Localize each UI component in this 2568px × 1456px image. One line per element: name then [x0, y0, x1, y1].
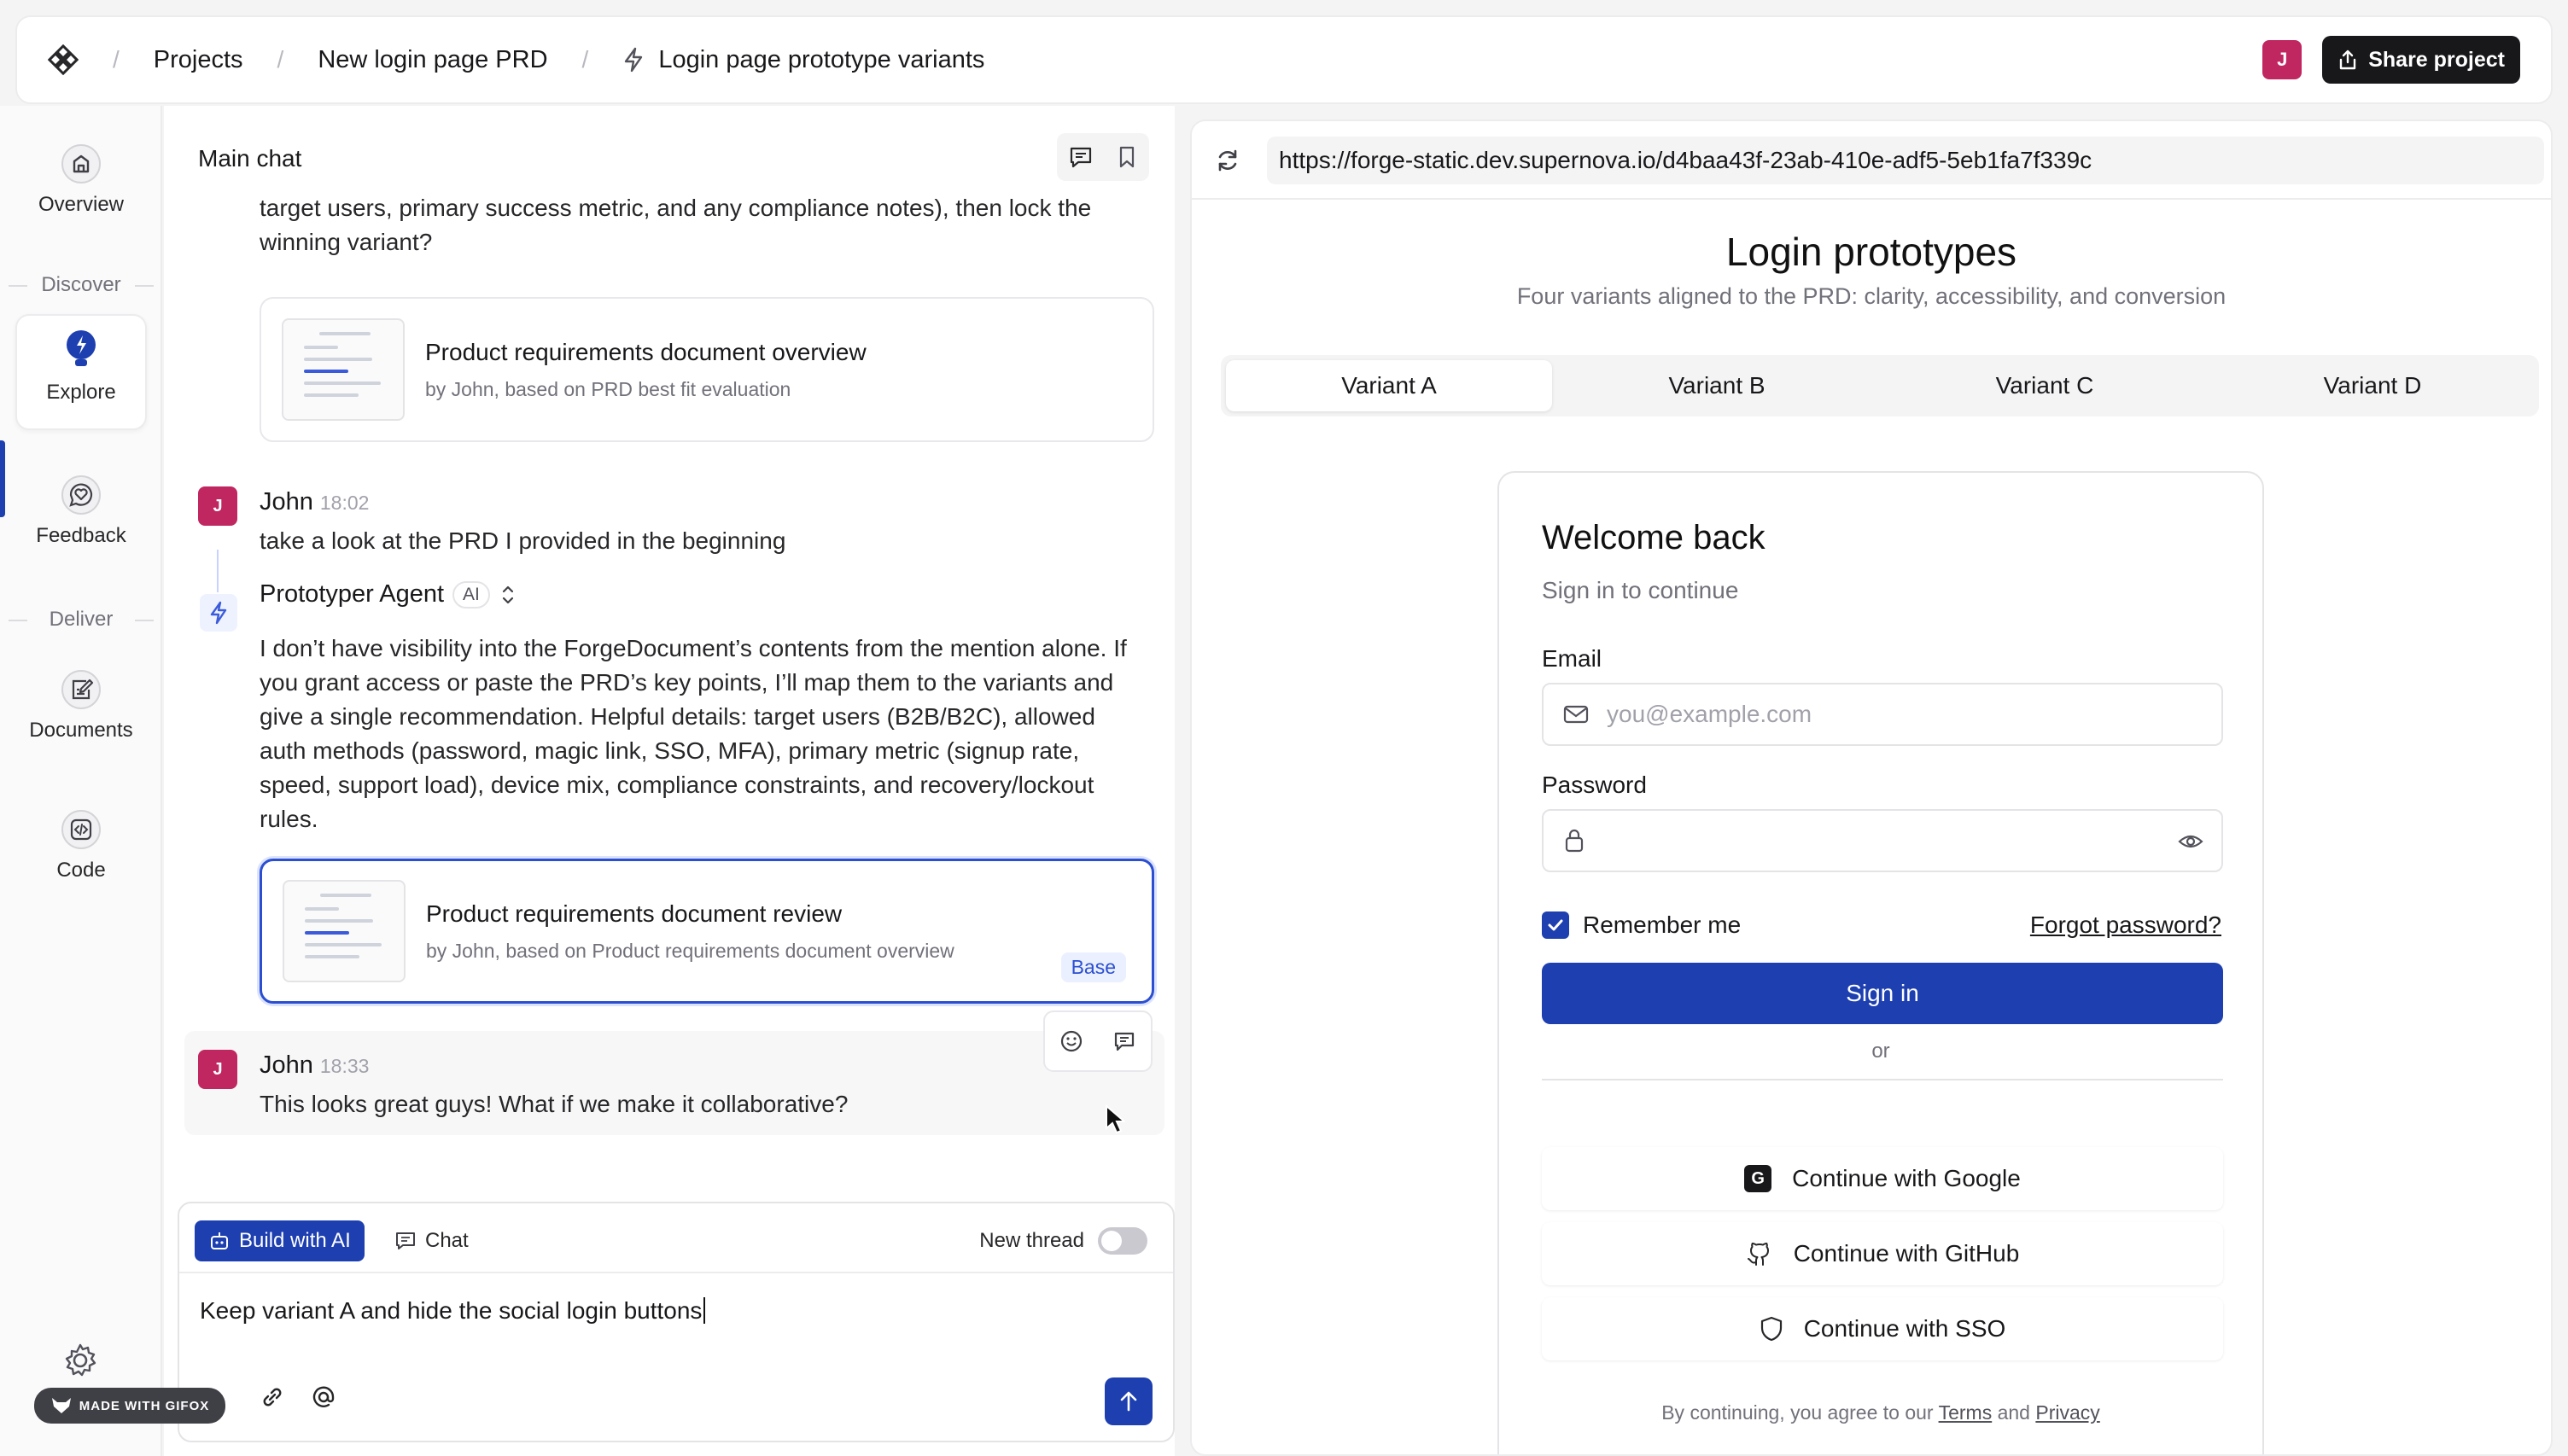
share-project-button[interactable]: [2322, 36, 2520, 84]
document-edit-icon: [61, 669, 102, 710]
agent-bolt-icon: [200, 594, 237, 632]
google-label: Continue with Google: [1792, 1165, 2021, 1191]
login-card: [1497, 471, 2264, 1456]
composer-input-value: Keep variant A and hide the social login buttons: [200, 1297, 703, 1324]
lock-icon: [1562, 827, 1586, 854]
remember-me-checkbox[interactable]: [1542, 911, 1569, 939]
nav-item-overview[interactable]: [15, 143, 147, 217]
user-avatar[interactable]: J: [2262, 40, 2302, 79]
expand-collapse-icon[interactable]: [499, 582, 517, 608]
message-time: 18:33: [319, 1055, 370, 1077]
password-label: Password: [1542, 772, 1647, 798]
breadcrumb-separator: /: [113, 46, 120, 73]
card-title: Product requirements document overview: [425, 338, 867, 365]
message-text: take a look at the PRD I provided in the beginning: [260, 527, 786, 554]
code-icon: [61, 809, 102, 850]
app-logo-icon[interactable]: [48, 44, 79, 75]
composer-input[interactable]: [200, 1297, 705, 1325]
tab-variant-a[interactable]: Variant A: [1226, 360, 1552, 411]
preview-panel: [1190, 119, 2553, 1456]
thread-line: [217, 550, 219, 592]
document-card-overview[interactable]: [260, 297, 1154, 442]
message-time: 18:02: [319, 492, 370, 514]
nav-item-documents[interactable]: [15, 669, 147, 743]
fox-icon: [50, 1396, 73, 1415]
robot-icon: [208, 1230, 231, 1252]
nav-item-code[interactable]: [15, 809, 147, 882]
build-with-ai-tab[interactable]: [195, 1220, 365, 1261]
active-indicator: [0, 440, 5, 517]
build-with-ai-label: Build with AI: [239, 1229, 351, 1252]
login-heading: Welcome back: [1542, 519, 1766, 556]
url-text: https://forge-static.dev.supernova.io/d4baa43f-23ab-410e-adf5-5eb1fa7f339c: [1279, 147, 2092, 173]
continue-with-github-button[interactable]: [1542, 1222, 2223, 1285]
email-label: Email: [1542, 645, 1602, 672]
nav-section-deliver: Deliver: [0, 608, 162, 632]
nav-label-overview: Overview: [38, 193, 125, 216]
composer-divider: [179, 1272, 1173, 1273]
terms-notice: [1499, 1401, 2262, 1424]
terms-link[interactable]: Terms: [1938, 1401, 1993, 1424]
terms-and: and: [1997, 1401, 2030, 1424]
author-name: John: [260, 1051, 313, 1079]
base-badge: Base: [1061, 952, 1126, 982]
sso-label: Continue with SSO: [1803, 1315, 2006, 1342]
message-actions: [1043, 1010, 1153, 1072]
chat-tab-label: Chat: [425, 1229, 469, 1252]
forgot-password-link[interactable]: Forgot password?: [2029, 911, 2221, 938]
previous-message-content: target users, primary success metric, and any compliance notes), then lock the winning variant?: [260, 195, 1092, 255]
agent-header[interactable]: [260, 580, 517, 609]
prototype-title: Login prototypes: [1725, 230, 2017, 274]
prototype-subtitle: Four variants aligned to the PRD: clarity, accessibility, and conversion: [1516, 283, 2227, 309]
arrow-up-icon: [1118, 1389, 1139, 1413]
share-project-label: Share project: [2368, 47, 2505, 72]
terms-prefix: By continuing, you agree to our: [1661, 1401, 1934, 1424]
eye-icon[interactable]: [2177, 830, 2204, 853]
login-subheading: Sign in to continue: [1542, 577, 1739, 603]
made-with-gifox-badge: [34, 1388, 225, 1424]
made-with-label: MADE WITH GIFOX: [79, 1398, 210, 1413]
message-author: [260, 488, 369, 516]
bolt-icon: [622, 47, 645, 73]
card-subtitle: by John, based on Product requirements document overview: [426, 939, 954, 962]
continue-with-sso-button[interactable]: [1542, 1297, 2223, 1360]
bulb-icon: [61, 328, 102, 372]
chat-bubble-icon: [394, 1230, 417, 1252]
chat-title: Main chat: [198, 145, 302, 172]
heart-chat-icon: [61, 475, 102, 515]
nav-section-discover: Discover: [0, 273, 162, 297]
chat-toolbar: [1057, 133, 1149, 181]
home-icon: [61, 143, 102, 184]
nav-label-code: Code: [56, 859, 106, 882]
mouse-cursor-icon: [1105, 1104, 1125, 1135]
card-title: Product requirements document review: [426, 900, 843, 927]
nav-label-documents: Documents: [29, 719, 133, 742]
document-thumbnail: [282, 318, 405, 421]
github-label: Continue with GitHub: [1793, 1240, 2020, 1267]
agent-message-text: I don’t have visibility into the ForgeDocument’s contents from the mention alone. If you grant access or paste the PRD’s key points, I’ll map them to the variants and give a single recommendation. Helpful details: target users (B2B/B2C), allowed auth methods (password, magic link, SSO, MFA), primary metric (signup rate, speed, support load), device mix, compliance constraints, and recovery/lockout rules.: [260, 635, 1127, 832]
top-bar: [15, 15, 2553, 104]
reply-icon[interactable]: [1112, 1029, 1136, 1053]
nav-item-feedback[interactable]: [15, 475, 147, 548]
link-icon[interactable]: [260, 1384, 285, 1410]
nav-item-explore[interactable]: [15, 314, 147, 430]
author-name: John: [260, 488, 313, 515]
tab-variant-b[interactable]: Variant B: [1668, 372, 1766, 399]
mention-icon[interactable]: [311, 1384, 336, 1410]
tab-variant-c[interactable]: Variant C: [1995, 372, 2094, 399]
variant-tabs: [1221, 355, 2539, 416]
email-placeholder: you@example.com: [1607, 701, 1812, 727]
document-thumbnail: [283, 880, 406, 982]
divider: [1542, 1079, 2223, 1080]
composer: [178, 1202, 1175, 1442]
document-card-review[interactable]: [260, 859, 1154, 1004]
refresh-icon[interactable]: [1214, 147, 1241, 174]
agent-name: Prototyper Agent: [260, 580, 445, 608]
message-avatar: J: [198, 486, 237, 526]
previous-message-text: [260, 188, 1164, 259]
settings-icon[interactable]: [60, 1340, 101, 1381]
card-subtitle: by John, based on PRD best fit evaluation: [425, 377, 791, 400]
github-icon: [1746, 1240, 1773, 1267]
breadcrumb-prd[interactable]: New login page PRD: [318, 45, 548, 73]
new-thread-label: New thread: [979, 1229, 1084, 1252]
message-text: This looks great guys! What if we make it collaborative?: [260, 1091, 849, 1117]
message-author: [260, 1051, 369, 1080]
nav-label-feedback: Feedback: [36, 524, 126, 547]
nav-label-explore: Explore: [46, 381, 116, 404]
ai-badge: AI: [452, 581, 490, 609]
text-caret: [703, 1297, 705, 1324]
mail-icon: [1562, 703, 1590, 725]
check-icon: [1546, 916, 1565, 935]
emoji-icon[interactable]: [1059, 1029, 1083, 1053]
message-avatar: J: [198, 1050, 237, 1089]
comment-icon[interactable]: [1068, 144, 1094, 170]
chat-tab[interactable]: [394, 1220, 469, 1261]
shield-icon: [1760, 1315, 1783, 1342]
breadcrumb-separator: /: [581, 46, 589, 73]
privacy-link[interactable]: Privacy: [2035, 1401, 2100, 1424]
new-thread-toggle[interactable]: [1098, 1227, 1147, 1255]
breadcrumb-current[interactable]: Login page prototype variants: [658, 45, 985, 73]
bookmark-icon[interactable]: [1116, 144, 1138, 170]
google-icon: G: [1744, 1165, 1771, 1192]
send-button[interactable]: [1105, 1377, 1153, 1425]
email-field[interactable]: [1542, 683, 2223, 746]
tab-variant-d[interactable]: Variant D: [2323, 372, 2422, 399]
url-bar[interactable]: [1267, 137, 2544, 184]
share-icon: [2337, 49, 2358, 71]
preview-divider: [1192, 198, 2551, 200]
chat-panel: [164, 106, 1175, 1456]
sidebar-nav: [0, 106, 162, 1456]
or-divider-label: or: [1871, 1040, 1890, 1063]
breadcrumb-separator: /: [277, 46, 284, 73]
sign-in-button[interactable]: Sign in: [1542, 963, 2223, 1024]
remember-me-label[interactable]: Remember me: [1583, 911, 1742, 938]
continue-with-google-button[interactable]: [1542, 1147, 2223, 1210]
password-field[interactable]: [1542, 809, 2223, 872]
breadcrumb-projects[interactable]: Projects: [153, 45, 243, 73]
